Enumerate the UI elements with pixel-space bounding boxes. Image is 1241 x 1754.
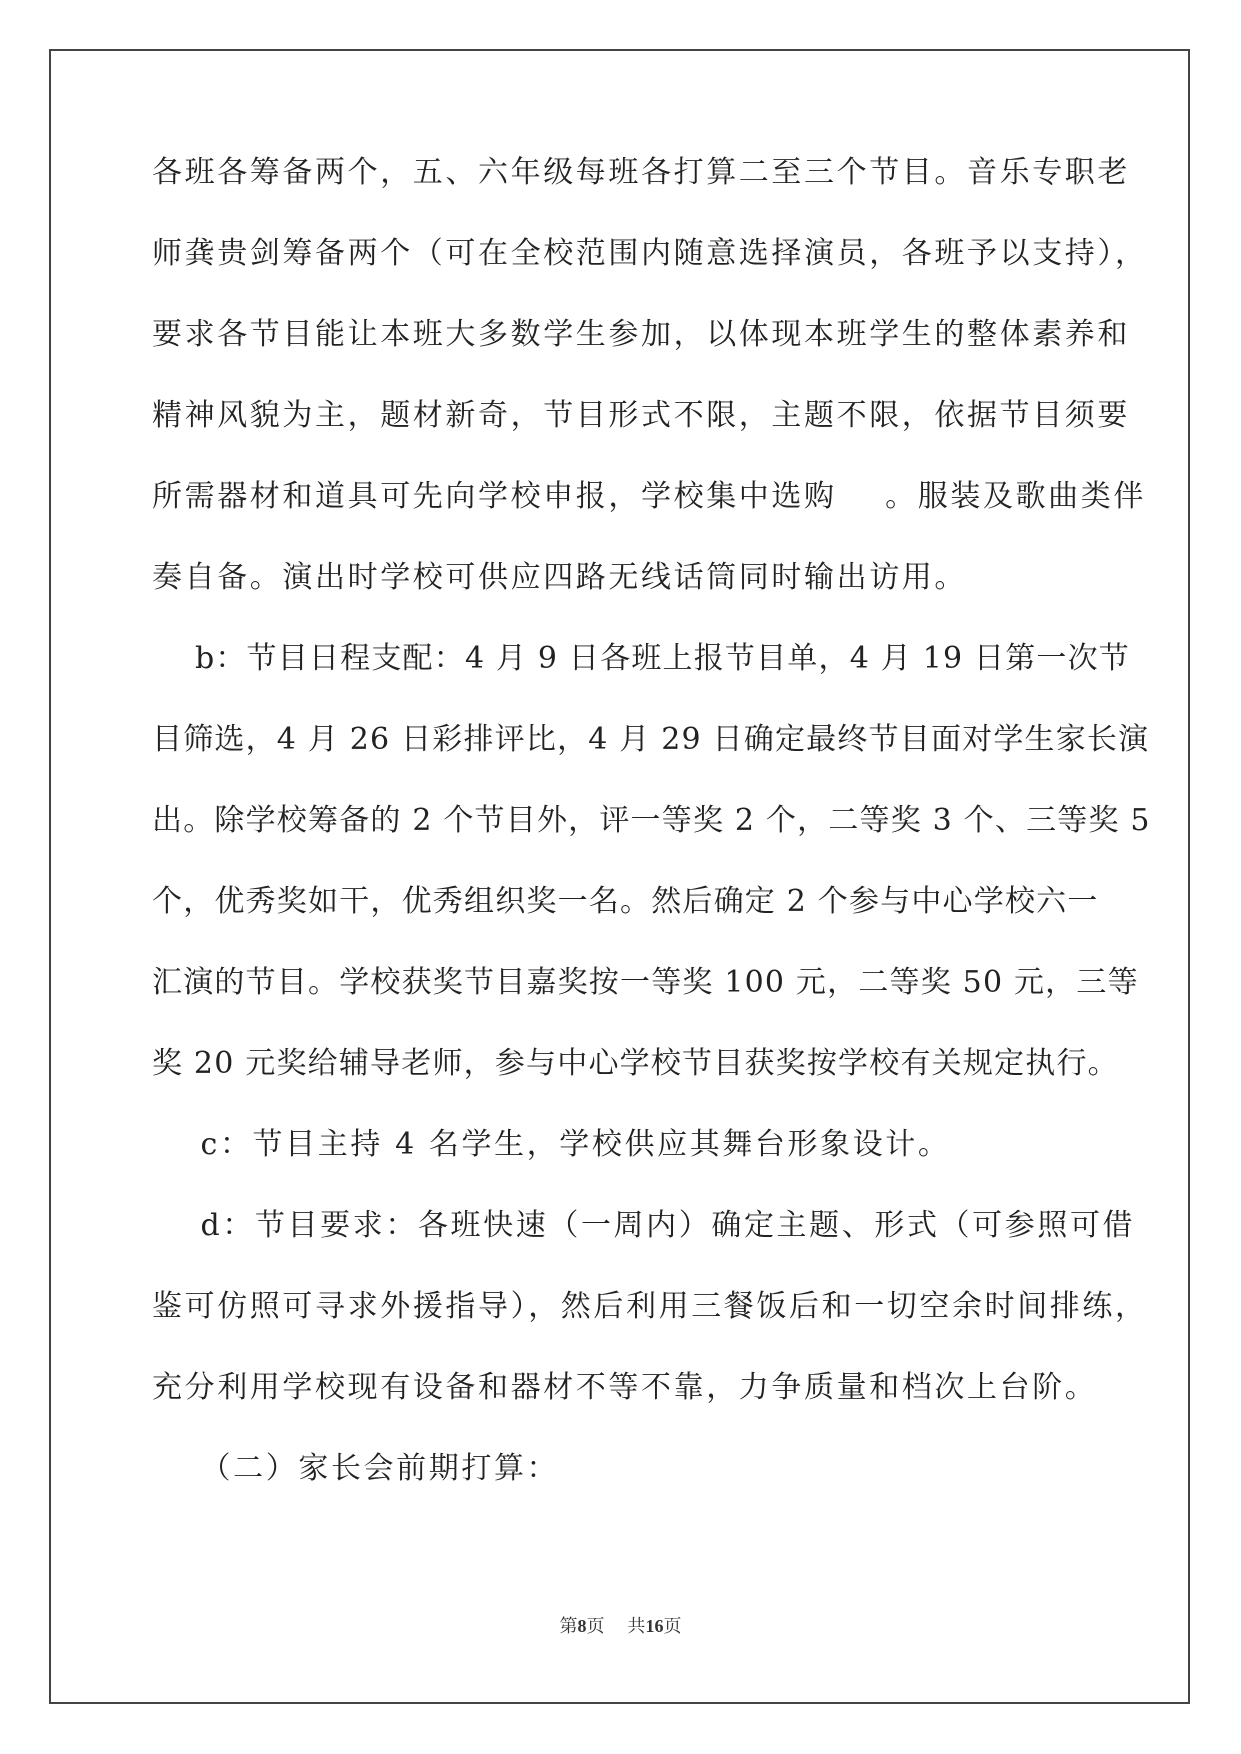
text-line: 鉴可仿照可寻求外援指导），然后利用三餐饭后和一切空余时间排练， [152, 1289, 1148, 1324]
footer-mid: 页 共 [586, 1616, 646, 1637]
text-line: 出。除学校筹备的 2 个节目外，评一等奖 2 个，二等奖 3 个、三等奖 5 [152, 803, 1151, 838]
text-line: d：节目要求：各班快速（一周内）确定主题、形式（可参照可借 [152, 1208, 1136, 1243]
current-page-number: 8 [577, 1616, 587, 1636]
text-line: 师龚贵剑筹备两个（可在全校范围内随意选择演员，各班予以支持）， [152, 236, 1148, 271]
text-line: b：节目日程支配：4 月 9 日各班上报节目单，4 月 19 日第一次节 [152, 641, 1130, 676]
footer-suffix: 页 [663, 1616, 682, 1637]
page-footer [0, 1612, 1241, 1638]
text-line: 奖 20 元奖给辅导老师，参与中心学校节目获奖按学校有关规定执行。 [152, 1046, 1119, 1081]
text-line: 精神风貌为主，题材新奇，节目形式不限，主题不限，依据节目须要 [152, 398, 1130, 433]
text-line: （二）家长会前期打算： [152, 1451, 560, 1486]
footer-prefix: 第 [559, 1616, 578, 1637]
text-line: 所需器材和道具可先向学校申报，学校集中选购 。服装及歌曲类伴 [152, 479, 1146, 514]
text-line: 目筛选，4 月 26 日彩排评比，4 月 29 日确定最终节目面对学生家长演 [152, 722, 1150, 757]
total-page-count: 16 [645, 1616, 664, 1636]
text-line: 个，优秀奖如干，优秀组织奖一名。然后确定 2 个参与中心学校六一 [152, 884, 1099, 919]
text-line: 要求各节目能让本班大多数学生参加，以体现本班学生的整体素养和 [152, 317, 1130, 352]
text-line: 汇演的节目。学校获奖节目嘉奖按一等奖 100 元，二等奖 50 元，三等 [152, 965, 1139, 1000]
text-line: 奏自备。演出时学校可供应四路无线话筒同时输出访用。 [152, 560, 967, 595]
text-line: 各班各筹备两个，五、六年级每班各打算二至三个节目。音乐专职老 [152, 155, 1130, 190]
text-line: 充分利用学校现有设备和器材不等不靠，力争质量和档次上台阶。 [152, 1370, 1098, 1405]
document-body [152, 155, 1151, 1535]
text-line: c：节目主持 4 名学生，学校供应其舞台形象设计。 [152, 1127, 951, 1162]
